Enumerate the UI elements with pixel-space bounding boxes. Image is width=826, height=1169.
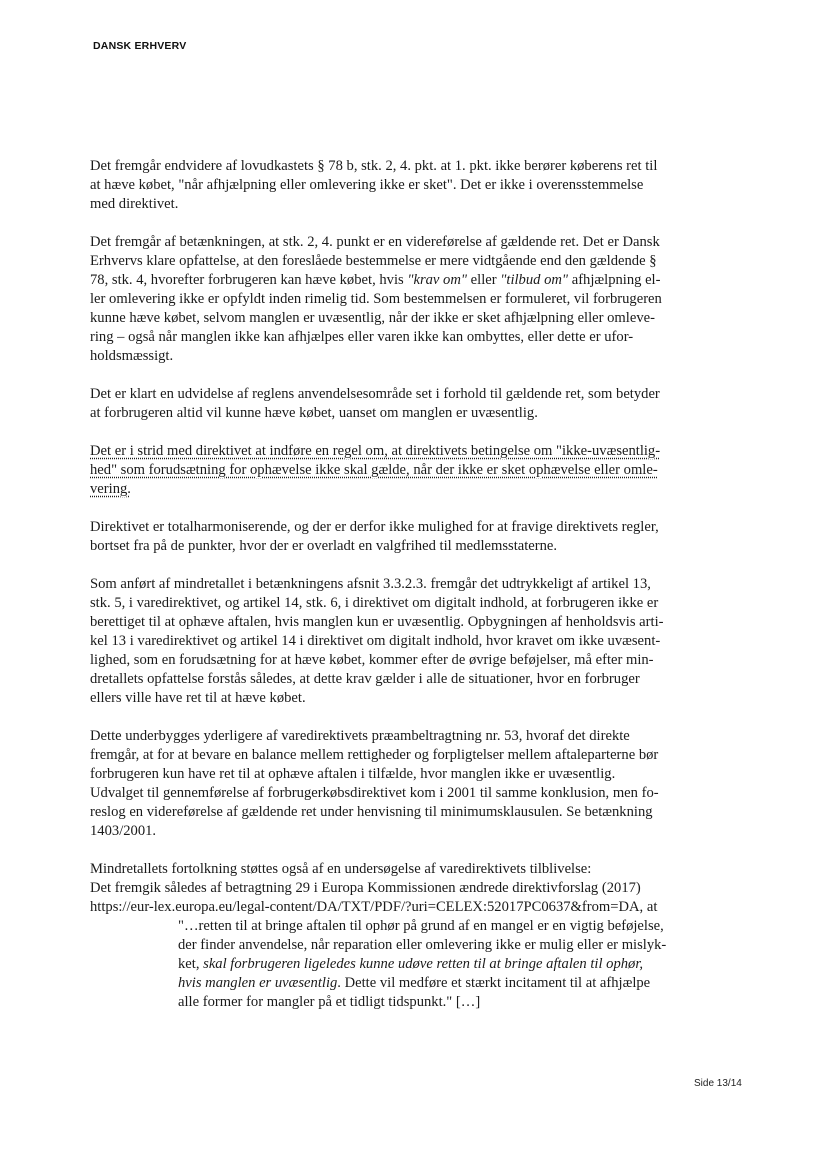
text-line: Det fremgår af betænkningen, at stk. 2, 4. punkt er en videreførelse af gældende ret. Det er Dansk [90,234,660,250]
quote-line: alle former for mangler på et tidligt tidspunkt." […] [178,994,481,1010]
text-line: holdsmæssigt. [90,348,174,364]
text-line: berettiget til at ophæve aftalen, hvis manglen kun er uvæsentlig. Opbygningen af henholdsvis arti- [90,614,664,630]
text-line: Udvalget til gennemførelse af forbrugerkøbsdirektivet kom i 2001 til samme konklusion, men fo- [90,785,659,801]
document-body [90,157,715,1012]
paragraph-8 [90,860,715,917]
paragraph-4-underlined [90,442,715,499]
quote-line [178,955,715,974]
text-line [90,271,715,290]
text-run: 78, stk. 4, hvorefter forbrugeren kan hæve købet, hvis [90,272,408,288]
text-line: lighed, som en forudsætning for at hæve købet, kommer efter de øvrige beføjelser, må efter min- [90,652,654,668]
text-line: 1403/2001. [90,823,157,839]
text-line: Mindretallets fortolkning støttes også af en undersøgelse af varedirektivets tilblivelse: [90,861,592,877]
text-line: Det fremgik således af betragtning 29 i Europa Kommissionen ændrede direktivforslag (2017) [90,880,641,896]
text-line: kunne hæve købet, selvom manglen er uvæsentlig, når der ikke er sket afhjælpning eller omleve- [90,310,655,326]
text-line: ring – også når manglen ikke kan afhjælpes eller varen ikke kan ombyttes, eller dette er ufor- [90,329,634,345]
url-line: https://eur-lex.europa.eu/legal-content/DA/TXT/PDF/?uri=CELEX:52017PC0637&from=DA, at [90,899,658,915]
text-run: eller [467,272,501,288]
text-line: ellers ville have ret til at hæve købet. [90,690,306,706]
text-run: . Dette vil medføre et stærkt incitament til at afhjælpe [337,975,651,991]
paragraph-6 [90,575,715,708]
text-line: Det fremgår endvidere af lovudkastets § 78 b, stk. 2, 4. pkt. at 1. pkt. ikke berører køberens ret til [90,158,658,174]
text-line: med direktivet. [90,196,179,212]
block-quote [178,917,715,1012]
paragraph-1 [90,157,715,214]
quote-line [178,974,715,993]
text-line: bortset fra på de punkter, hvor der er overladt en valgfrihed til medlemsstaterne. [90,538,558,554]
text-line: Det er klart en udvidelse af reglens anvendelsesområde set i forhold til gældende ret, som betyder [90,386,660,402]
text-line: hed" som forudsætning for ophævelse ikke skal gælde, når der ikke er sket ophævelse eller omle- [90,462,658,478]
text-line: fremgår, at for at bevare en balance mellem rettigheder og forpligtelser mellem aftaleparterne bør [90,747,659,763]
text-run: afhjælpning el- [568,272,661,288]
text-line: reslog en videreførelse af gældende ret under henvisning til minimumsklausulen. Se betænkning [90,804,653,820]
text-run: ket, [178,956,204,972]
paragraph-7 [90,727,715,841]
text-line: forbrugeren kun have ret til at ophæve aftalen i tilfælde, hvor manglen ikke er uvæsentlig. [90,766,616,782]
paragraph-5 [90,518,715,556]
quote-line: der finder anvendelse, når reparation eller omlevering ikke er mulig eller er mislyk- [178,937,667,953]
text-line: at hæve købet, "når afhjælpning eller omlevering ikke er sket". Det er ikke i overensstemmelse [90,177,644,193]
text-line: Erhvervs klare opfattelse, at den foreslåede bestemmelse er mere vidtgående end den gældende § [90,253,657,269]
page-number: Side 13/14 [694,1078,742,1089]
company-header: DANSK ERHVERV [93,40,187,52]
italic-term-tilbud-om: "tilbud om" [500,272,569,288]
text-line: at forbrugeren altid vil kunne hæve købet, uanset om manglen er uvæsentlig. [90,405,538,421]
text-line: ler omlevering ikke er opfyldt inden rimelig tid. Som bestemmelsen er formuleret, vil forbrugeren [90,291,662,307]
quote-line: "…retten til at bringe aftalen til ophør på grund af en mangel er en vigtig beføjelse, [178,918,664,934]
text-line: Dette underbygges yderligere af varedirektivets præambeltragtning nr. 53, hvoraf det direkte [90,728,630,744]
italic-run: skal forbrugeren ligeledes kunne udøve retten til at bringe aftalen til ophør, [203,956,644,972]
italic-term-krav-om: "krav om" [407,272,468,288]
text-line: Det er i strid med direktivet at indføre en regel om, at direktivets betingelse om "ikke-uvæsentlig- [90,443,661,459]
text-line: dretallets opfattelse forstås således, at dette krav gælder i alle de situationer, hvor en forbruger [90,671,640,687]
text-line: Direktivet er totalharmoniserende, og der er derfor ikke mulighed for at fravige direktivets regler, [90,519,659,535]
paragraph-2 [90,233,715,366]
text-line: vering. [90,481,131,497]
paragraph-3 [90,385,715,423]
text-line: Som anført af mindretallet i betænkningens afsnit 3.3.2.3. fremgår det udtrykkeligt af artikel 13, [90,576,651,592]
text-line: stk. 5, i varedirektivet, og artikel 14, stk. 6, i direktivet om digitalt indhold, at forbrugeren ikke er [90,595,659,611]
text-line: kel 13 i varedirektivet og artikel 14 i direktivet om digitalt indhold, hvor kravet om ikke uvæsent- [90,633,661,649]
italic-run: hvis manglen er uvæsentlig [178,975,338,991]
